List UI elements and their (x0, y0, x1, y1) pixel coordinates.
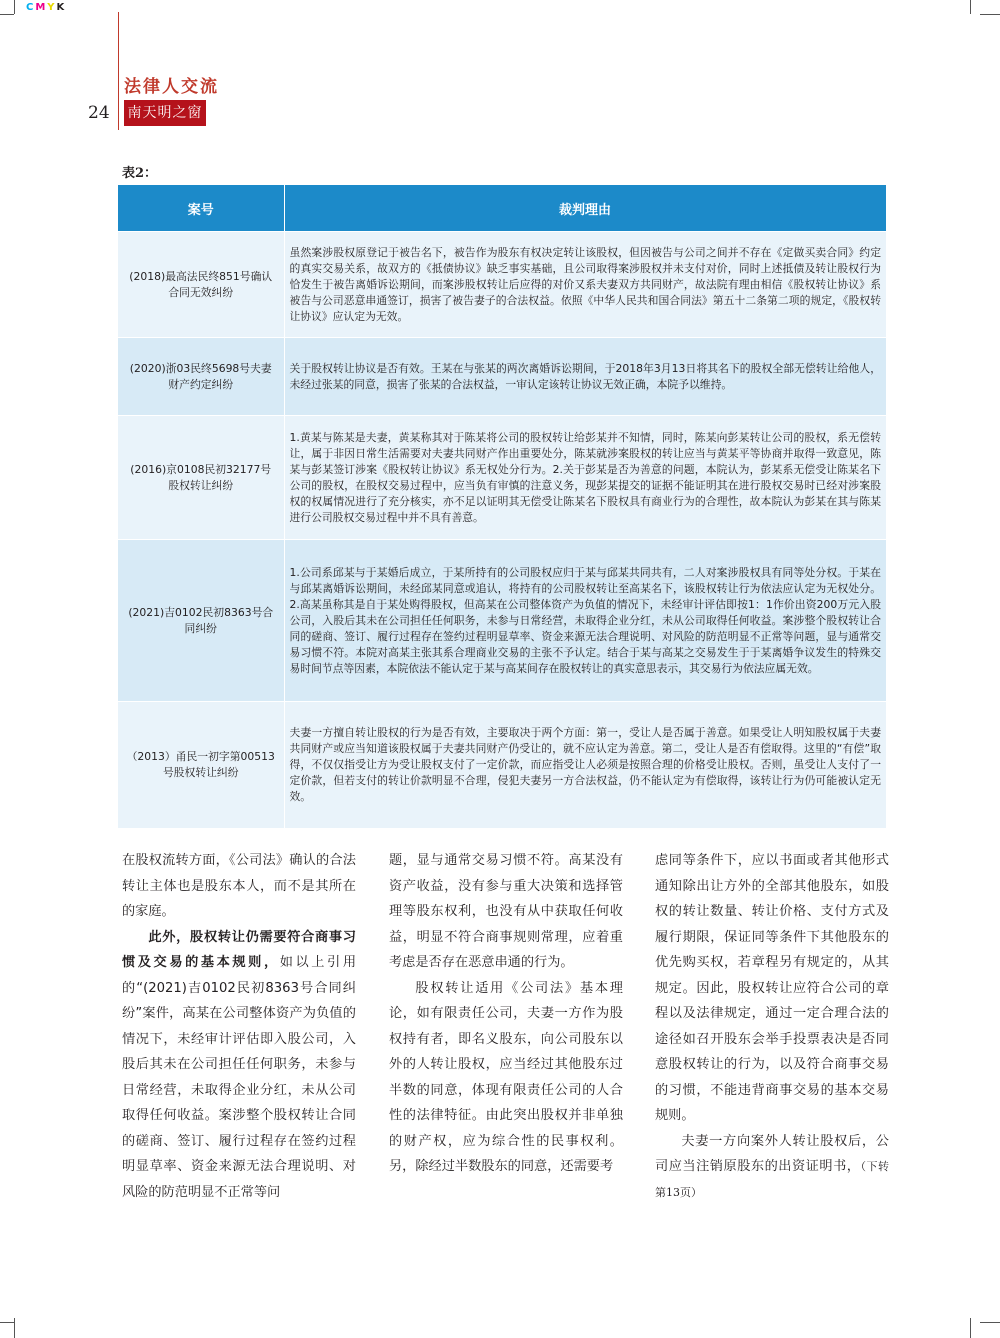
page-number: 24 (88, 103, 110, 123)
reason-cell: 夫妻一方擅自转让股权的行为是否有效，主要取决于两个方面：第一，受让人是否属于善意。如果受让人明知股权属于夫妻共同财产或应当知道该股权属于夫妻共同财产仍受让的，就不应认定为善意。第二，受让人是否有偿取得。这里的“有偿”取得，不仅仅指受让方为受让股权支付了一定价款，而应指受让人必须是按照合理的价格受让股权。否则，虽受让人支付了一定价款，但若支付的转让价款明显不合理，侵犯夫妻另一方合法权益，仍不能认定为有偿取得，该转让行为仍可能被认定无效。 (284, 702, 886, 828)
case-number-cell: (2020)浙03民终5698号夫妻财产约定纠纷 (118, 338, 284, 416)
case-number-cell: (2016)京0108民初32177号股权转让纠纷 (118, 416, 284, 540)
body-column-1 (122, 848, 356, 1205)
continued-note: （下转第13页） (655, 1160, 890, 1199)
table-row (118, 702, 886, 828)
reason-cell: 1.公司系邱某与于某婚后成立，于某所持有的公司股权应归于某与邱某共同共有，二人对案涉股权具有同等处分权。于某在与邱某离婚诉讼期间，未经邱某同意或追认，将持有的公司股权转让至高某名下，该股权转让行为依法应认定为无权处分。2.高某虽称其是自于某处购得股权，但高某在公司整体资产为负值的情况下，未经审计评估即按1：1作价出资200万元入股公司，入股后其未在公司担任任何职务，未参与日常经营，未取得企业分红，未从公司取得任何收益。案涉整个股权转让合同的磋商、签订、履行过程存在签约过程明显草率、资金来源无法合理说明、对风险的防范明显不正常等问题，显与通常交易习惯不符。本院对高某主张其系合理商业交易的主张不予认定。结合于某与高某之交易发生于于某离婚争议发生的特殊交易时间节点等因素，本院依法不能认定于某与高某间存在股权转让的真实意思表示，其交易行为依法应属无效。 (284, 540, 886, 702)
crop-mark (980, 1322, 1000, 1323)
cmyk-k: K (56, 2, 67, 13)
cmyk-c: C (26, 2, 36, 13)
case-number-cell: (2018)最高法民终851号确认合同无效纠纷 (118, 232, 284, 338)
table-row (118, 416, 886, 540)
table-row (118, 540, 886, 702)
paragraph: 股权转让适用《公司法》基本理论，如有限责任公司，夫妻一方作为股权持有者，即名义股东，向公司股东以外的人转让股权，应当经过其他股东过半数的同意，体现有限责任公司的人合性的法律特征。由此突出股权并非单独的财产权，应为综合性的民事权利。另，除经过半数股东的同意，还需要考 (389, 980, 623, 1174)
crop-mark (970, 1318, 971, 1338)
paragraph (655, 1129, 889, 1206)
paragraph-text: 夫妻一方向案外人转让股权后，公司应当注销原股东的出资证明书， (655, 1133, 889, 1174)
cmyk-y: Y (47, 2, 57, 13)
case-number-cell: （2013）甬民一初字第00513号股权转让纠纷 (118, 702, 284, 828)
reason-cell: 1.黄某与陈某是夫妻，黄某称其对于陈某将公司的股权转让给彭某并不知情，同时，陈某向彭某转让公司的股权，系无偿转让，属于非因日常生活需要对夫妻共同财产作出重要处分，陈某就涉案股权的转让应当与黄某平等协商并取得一致意见，陈某与彭某签订涉案《股权转让协议》系无权处分行为。2.关于彭某是否为善意的问题，本院认为，彭某系无偿受让陈某名下公司的股权，在股权交易过程中，应当负有审慎的注意义务，现彭某提交的证据不能证明其在进行股权交易时已经对涉案股权的权属情况进行了充分核实，亦不足以证明其无偿受让陈某名下股权具有商业行为的合理性，故本院认为彭某在其与陈某进行公司股权交易过程中并不具有善意。 (284, 416, 886, 540)
cases-table (118, 185, 887, 828)
table-row (118, 232, 886, 338)
crop-mark (0, 14, 14, 15)
paragraph: 题，显与通常交易习惯不符。高某没有资产收益，没有参与重大决策和选择管理等股东权利，也没有从中获取任何收益，明显不符合商事规则常理，应着重考虑是否存在恶意串通的行为。 (389, 853, 623, 970)
crop-mark (0, 1322, 14, 1323)
crop-mark (980, 14, 1000, 15)
emphasis-text: 此外，股权转让仍需要符合商事习惯及交易的基本规则， (122, 929, 356, 970)
cmyk-m: M (35, 2, 48, 13)
header-rule (118, 12, 119, 130)
table-header-row (118, 185, 886, 232)
crop-mark (14, 0, 15, 14)
case-number-cell: (2021)吉0102民初8363号合同纠纷 (118, 540, 284, 702)
paragraph-text: 如以上引用的“(2021)吉0102民初8363号合同纠纷”案件，高某在公司整体资产为负值的情况下，未经审计评估即入股公司，入股后其未在公司担任任何职务，未参与日常经营，未取得企业分红，未从公司取得任何收益。案涉整个股权转让合同的磋商、签订、履行过程存在签约过程明显草率、资金来源无法合理说明、对风险的防范明显不正常等问 (122, 955, 357, 1200)
reason-cell: 虽然案涉股权原登记于被告名下，被告作为股东有权决定转让该股权，但因被告与公司之间并不存在《定做买卖合同》约定的真实交易关系，故双方的《抵债协议》缺乏事实基础，且公司取得案涉股权并未支付对价，同时上述抵债及转让股权行为恰发生于被告离婚诉讼期间，而案涉股权转让后应得的对价又系夫妻双方共同财产，故法院有理由相信《股权转让协议》系被告与公司恶意串通签订，损害了被告妻子的合法权益。依照《中华人民共和国合同法》第五十二条第二项的规定，《股权转让协议》应认定为无效。 (284, 232, 886, 338)
reason-cell: 关于股权转让协议是否有效。王某在与张某的两次离婚诉讼期间，于2018年3月13日将其名下的股权全部无偿转让给他人，未经过张某的同意，损害了张某的合法权益，一审认定该转让协议无效正确，本院予以维持。 (284, 338, 886, 416)
header-reason: 裁判理由 (284, 185, 886, 232)
body-column-2 (389, 848, 623, 1180)
crop-mark (14, 1318, 15, 1338)
section-title: 法律人交流 (124, 77, 219, 97)
paragraph: 在股权流转方面，《公司法》确认的合法转让主体也是股东本人，而不是其所在的家庭。 (122, 853, 356, 919)
header-case-number: 案号 (118, 185, 284, 232)
paragraph: 虑同等条件下，应以书面或者其他形式通知除出让方外的全部其他股东，如股权的转让数量、转让价格、支付方式及履行期限，保证同等条件下其他股东的优先购买权，若章程另有规定的，从其规定。因此，股权转让应符合公司的章程以及法律规定，通过一定合理合法的途径如召开股东会举手投票表决是否同意股权转让的行为，以及符合商事交易的习惯，不能违背商事交易的基本交易规则。 (655, 853, 889, 1123)
table-caption: 表2： (122, 166, 158, 181)
cmyk-marks (26, 2, 66, 13)
paragraph (122, 925, 356, 1206)
table-row (118, 338, 886, 416)
body-column-3 (655, 848, 889, 1205)
brand-label: 南天明之窗 (124, 100, 206, 126)
crop-mark (970, 0, 971, 14)
